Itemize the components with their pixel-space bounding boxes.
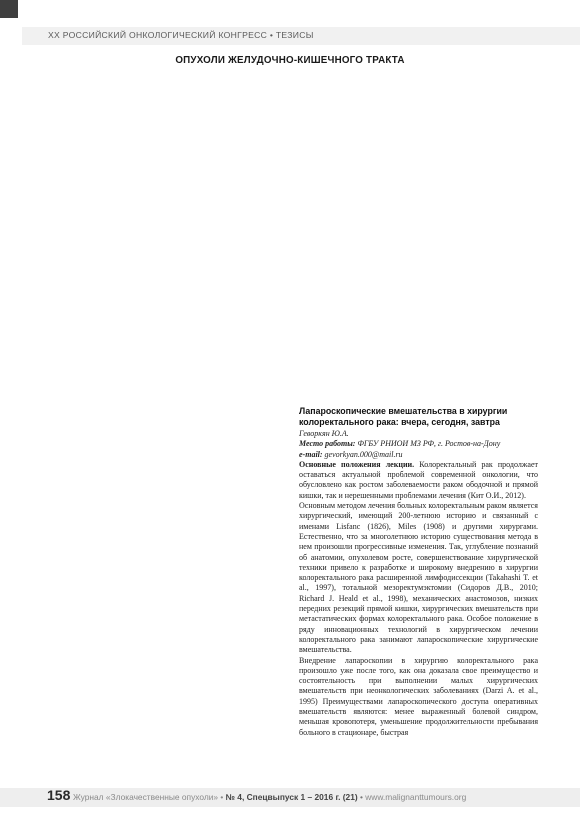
corner-marker (0, 0, 18, 18)
footer-journal: Журнал «Злокачественные опухоли» • (73, 792, 226, 802)
running-header: XX РОССИЙСКИЙ ОНКОЛОГИЧЕСКИЙ КОНГРЕСС • ТЕЗИСЫ (48, 30, 314, 40)
paragraph-1 (299, 460, 538, 501)
email-label: e-mail: (299, 449, 323, 459)
article-authors: Геворкян Ю.А. (299, 429, 349, 438)
lead-label: Основные положения лекции. (299, 459, 415, 469)
workplace-value: ФГБУ РНИОИ МЗ РФ, г. Ростов-на-Дону (357, 439, 501, 449)
paragraph-1-text: Колоректальный рак продолжает оставаться актуальной проблемой современной онкологии, что обусловлено как ростом заболеваемости раком ободочной и прямой кишки, так и нерешенными проблемами лечения (Кит О.И., 2012). (299, 459, 538, 500)
page-number: 158 (47, 787, 71, 803)
article-workplace (299, 439, 538, 449)
email-value: gevorkyan.000@mail.ru (324, 449, 403, 459)
footer-url: www.malignanttumours.org (365, 792, 467, 802)
footer-separator: • (357, 792, 366, 802)
paragraph-3: Внедрение лапароскопии в хирургию колоректального рака произошло уже после того, как она доказала свое преимущество и состоятельность при выполнении малых хирургических вмешательств при неонкологических заболеваниях (Darzi A. et al., 1995) Преимуществами лапароскопического доступа оперативных вмешательств являются: менее выраженный болевой синдром, меньшая кровопотеря, уменьшение продолжительности пребывания больного в стационаре, быстрая (299, 655, 538, 737)
footer-issue: № 4, Спецвыпуск 1 – 2016 г. (21) (225, 792, 358, 802)
article-email (299, 450, 538, 460)
section-title: ОПУХОЛИ ЖЕЛУДОЧНО-КИШЕЧНОГО ТРАКТА (175, 55, 405, 66)
footer-citation (73, 792, 466, 802)
paragraph-2: Основным методом лечения больных колоректальным раком является хирургический, имеющий 200-летнюю историю и связанный с именами Lisfanc (1826), Miles (1908) и другими хирургами. Естественно, что за многолетнюю историю существования метода в нем произошли прогрессивные изменения. Так, углубление познаний об анатомии, опухолевом росте, совершенствование хирургической техники привело к разработке и широкому внедрению в хирургии колоректального рака расширенной лимфодиссекции (Takahashi T. et al., 1997), тотальной мезоректумэктомии (Сидоров Д.В., 2010; Richard J. Heald et al., 1998), механических анастомозов, низких передних резекций прямой кишки, хирургических вмешательств при метастатических формах колоректального рака. Особое положение в ряду инновационных технологий в хирургическом лечении колоректального рака занимают лапароскопические хирургические вмешательства. (299, 501, 538, 655)
page-footer (0, 784, 580, 814)
article-title: Лапароскопические вмешательства в хирургии колоректального рака: вчера, сегодня, завтра (299, 406, 508, 427)
article-column (299, 406, 538, 738)
workplace-label: Место работы: (299, 439, 356, 449)
